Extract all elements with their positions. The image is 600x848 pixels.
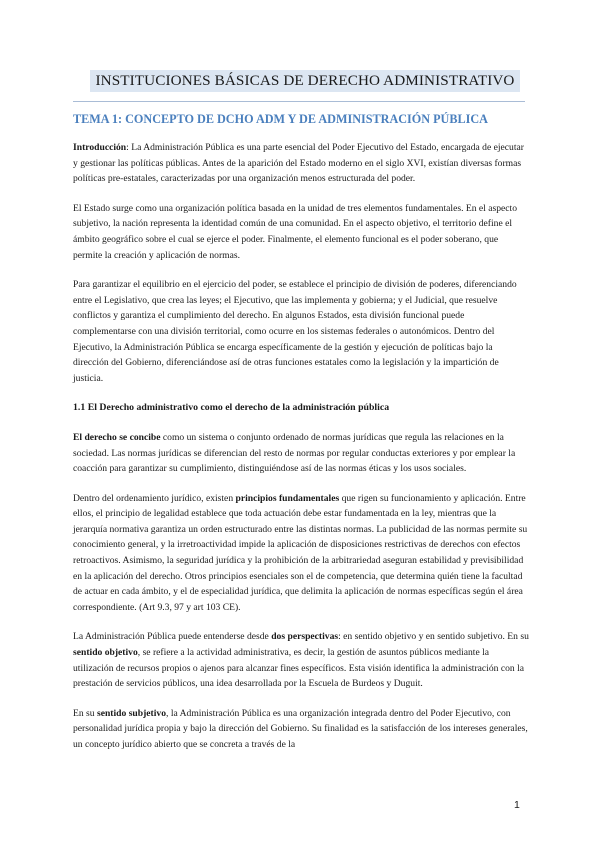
paragraph-text: Dentro del ordenamiento jurídico, existen [73,492,236,504]
paragraph-division-poderes [73,277,529,386]
bold-lead: El derecho se concibe [73,431,161,443]
bold-lead: principios fundamentales [235,492,340,504]
document-title: INSTITUCIONES BÁSICAS DE DERECHO ADMINISTRATIVO [90,70,520,92]
paragraph-perspectivas [73,629,529,691]
paragraph-text: La Administración Pública puede entenderse desde [73,631,272,643]
bold-lead: sentido subjetivo [96,707,167,719]
paragraph-text: , la Administración Pública es una organización integrada dentro del Poder Ejecutivo, con personalidad jurídica propia y bajo la dirección del Gobierno. Su finalidad es la satisfacción de los intereses generales, un concepto jurídico abierto que se concreta a través de la [73,707,528,750]
bold-lead: Introducción [73,142,127,153]
paragraph-derecho [73,430,529,477]
paragraph-text: : La Administración Pública es una parte esencial del Poder Ejecutivo del Estado, encargada de ejecutar y gestionar las políticas públicas. Antes de la aparición del Estado moderno en el siglo XVI, existían diversas formas políticas pre-estatales, caracterizadas por una organización menos estructurada del poder. [73,142,524,185]
paragraph-text: como un sistema o conjunto ordenado de normas jurídicas que regula las relaciones en la sociedad. Las normas jurídicas se diferencian del resto de normas por regular conductas exteriores y por emplear la coacción para garantizar su cumplimiento, distinguiéndose así de las normas éticas y los usos sociales. [73,431,516,475]
paragraph-text: : en sentido objetivo y en sentido subjetivo. En su [338,631,529,643]
bold-lead: dos perspectivas [271,631,339,643]
paragraph-text: , se refiere a la actividad administrativa, es decir, la gestión de asuntos públicos mediante la utilización de recursos propios o ajenos para alcanzar fines específicos. Esta visión identifica la administración con la prestación de servicios públicos, una idea desarrollada por la Escuela de Burdeos y Duguit. [73,647,525,690]
paragraph-principios [73,491,529,616]
document-body [73,140,529,767]
bold-lead: sentido objetivo [73,647,138,659]
paragraph-text: Para garantizar el equilibrio en el ejercicio del poder, se establece el principio de división de poderes, diferenciando entre el Legislativo, que crea las leyes; el Ejecutivo, que las implementa y gobierna; y el Judicial, que resuelve conflictos y garantiza el cumplimiento del derecho. En algunos Estados, esta división funcional puede complementarse con una división territorial, como ocurre en los sistemas federales o autonómicos. Dentro del Ejecutivo, la Administración Pública se encarga específicamente de la gestión y ejecución de políticas bajo la dirección del Gobierno, diferenciándose así de otras funciones estatales como la legislación y la impartición de justicia. [73,279,517,384]
topic-heading: TEMA 1: CONCEPTO DE DCHO ADM Y DE ADMINISTRACIÓN PÚBLICA [73,112,488,126]
paragraph-introduction [73,140,529,187]
section-heading-1-1: 1.1 El Derecho administrativo como el derecho de la administración pública [73,402,390,414]
title-divider [73,101,525,102]
paragraph-text: El Estado surge como una organización política basada en la unidad de tres elementos fundamentales. En el aspecto subjetivo, la nación representa la identidad común de una comunidad. En el aspecto objetivo, el territorio define el ámbito geográfico sobre el cual se ejerce el poder. Finalmente, el elemento funcional es el poder soberano, que permite la creación y aplicación de normas. [73,202,518,261]
page-number: 1 [514,799,520,811]
paragraph-text: En su [73,707,97,719]
paragraph-text: que rigen su funcionamiento y aplicación. Entre ellos, el principio de legalidad establece que toda actuación debe estar fundamentada en la ley, mientras que la jerarquía normativa garantiza un orden estructurado entre las distintas normas. La publicidad de las normas permite su conocimiento general, y la irretroactividad impide la aplicación de disposiciones restrictivas de derechos con efectos retroactivos. Asimismo, la seguridad jurídica y la prohibición de la arbitrariedad aseguran estabilidad y previsibilidad en la aplicación del derecho. Otros principios esenciales son el de competencia, que determina quién tiene la facultad de actuar en cada ámbito, y el de especialidad jurídica, que delimita la aplicación de normas específicas según el área correspondiente. (Art 9.3, 97 y art 103 CE). [73,492,528,613]
paragraph-sentido-subjetivo [73,706,529,753]
paragraph-estado [73,201,529,263]
